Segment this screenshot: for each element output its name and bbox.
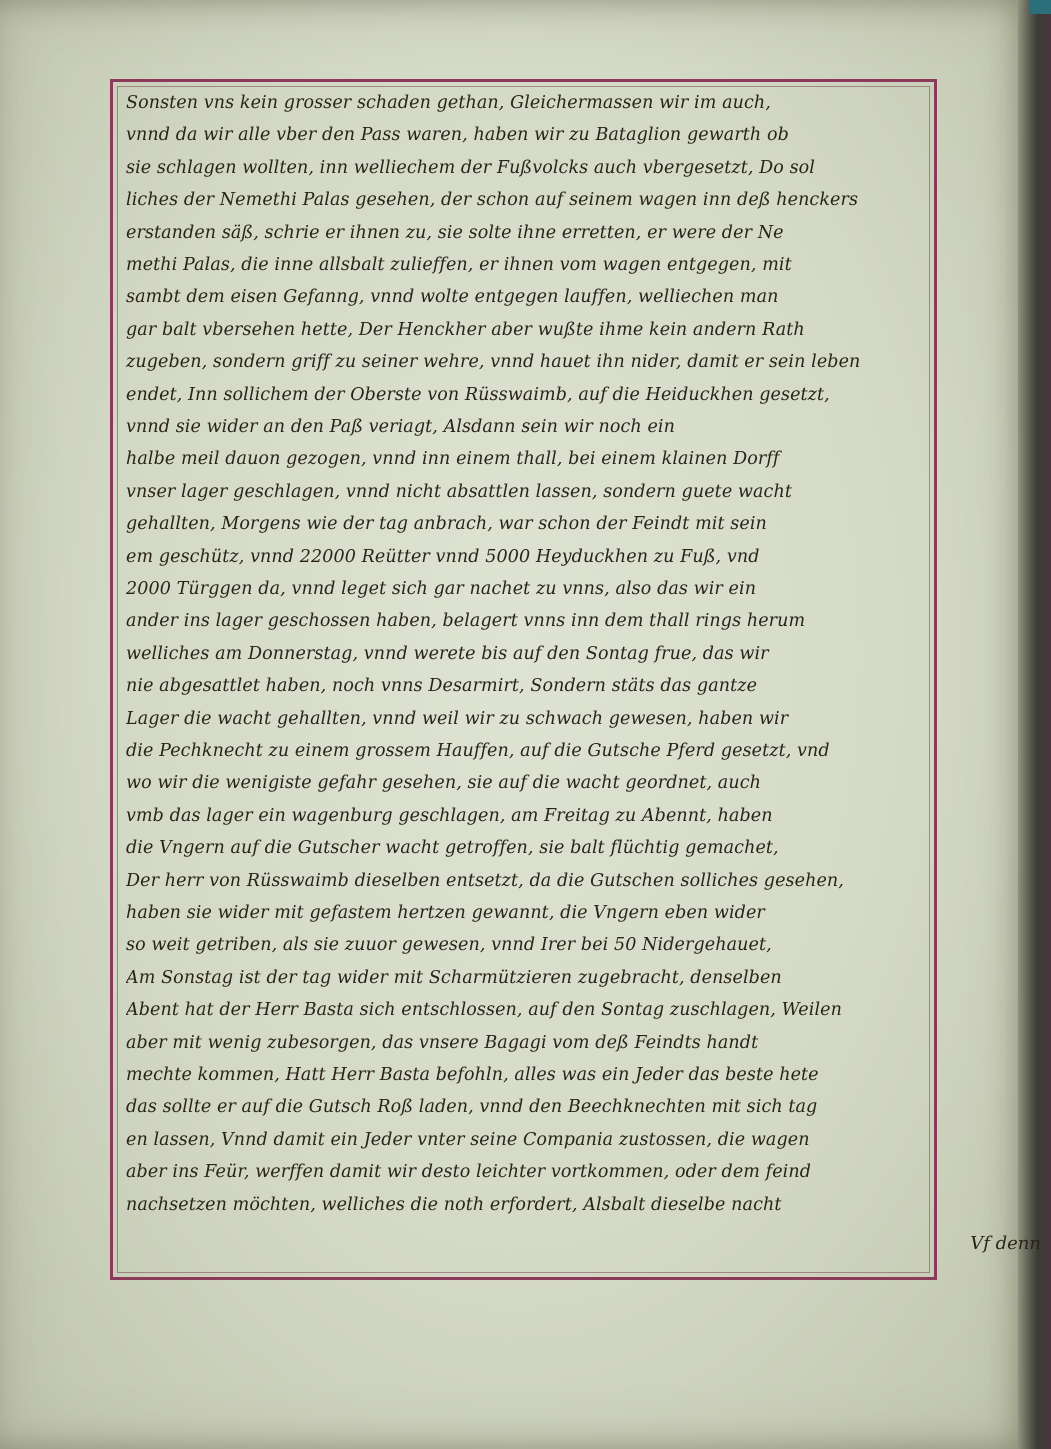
manuscript-text — [120, 87, 935, 1267]
binding-gutter — [1018, 0, 1051, 1449]
text-line: das sollte er auf die Gutsch Roß laden, vnnd den Beechknechten mit sich tag — [126, 1097, 818, 1118]
text-line: 2000 Türggen da, vnnd leget sich gar nachet zu vnns, also das wir ein — [126, 579, 757, 599]
text-line: vnnd da wir alle vber den Pass waren, haben wir zu Bataglion gewarth ob — [126, 125, 789, 146]
text-line: sie schlagen wollten, inn welliechem der Fußvolcks auch vbergesetzt, Do sol — [126, 157, 815, 178]
text-line: wo wir die wenigiste gefahr gesehen, sie auf die wacht geordnet, auch — [126, 773, 761, 794]
text-line: halbe meil dauon gezogen, vnnd inn einem thall, bei einem klainen Dorff — [126, 449, 780, 470]
catchword: Vf denn — [970, 1233, 1041, 1254]
text-line: en lassen, Vnnd damit ein Jeder vnter seine Compania zustossen, die wagen — [126, 1129, 810, 1150]
text-line: em geschütz, vnnd 22000 Reütter vnnd 5000 Heyduckhen zu Fuß, vnd — [126, 546, 760, 567]
text-line: welliches am Donnerstag, vnnd werete bis auf den Sontag frue, das wir — [126, 643, 769, 664]
text-line: liches der Nemethi Palas gesehen, der schon auf seinem wagen inn deß henckers — [126, 190, 859, 211]
text-line: sambt dem eisen Gefanng, vnnd wolte entgegen lauffen, welliechen man — [126, 287, 779, 308]
text-line: haben sie wider mit gefastem hertzen gewannt, die Vngern eben wider — [126, 903, 765, 923]
text-line: Sonsten vns kein grosser schaden gethan, Gleichermassen wir im auch, — [126, 93, 771, 113]
text-line: methi Palas, die inne allsbalt zulieffen, er ihnen vom wagen entgegen, mit — [126, 255, 792, 275]
text-line: endet, Inn sollichem der Oberste von Rüsswaimb, auf die Heiduckhen gesetzt, — [126, 384, 830, 405]
text-line: aber mit wenig zubesorgen, das vnsere Bagagi vom deß Feindts handt — [126, 1032, 759, 1053]
text-line: mechte kommen, Hatt Herr Basta befohln, alles was ein Jeder das beste hete — [126, 1065, 819, 1085]
text-line: Am Sonstag ist der tag wider mit Scharmützieren zugebracht, denselben — [126, 967, 782, 988]
text-line: vnser lager geschlagen, vnnd nicht absattlen lassen, sondern guete wacht — [126, 481, 792, 502]
text-line: Lager die wacht gehallten, vnnd weil wir zu schwach gewesen, haben wir — [126, 708, 789, 729]
text-line: gehallten, Morgens wie der tag anbrach, war schon der Feindt mit sein — [126, 514, 767, 535]
text-line: die Pechknecht zu einem grossem Hauffen, auf die Gutsche Pferd gesetzt, vnd — [126, 741, 830, 761]
text-line: so weit getriben, als sie zuuor gewesen, vnnd Irer bei 50 Nidergehauet, — [126, 935, 772, 956]
text-line: erstanden säß, schrie er ihnen zu, sie solte ihne erretten, er were der Ne — [126, 222, 784, 243]
text-line: vnnd sie wider an den Paß veriagt, Alsdann sein wir noch ein — [126, 417, 675, 437]
text-line: die Vngern auf die Gutscher wacht getroffen, sie balt flüchtig gemachet, — [126, 838, 779, 859]
text-line: aber ins Feür, werffen damit wir desto leichter vortkommen, oder dem feind — [126, 1162, 812, 1183]
text-line: nie abgesattlet haben, noch vnns Desarmirt, Sondern stäts das gantze — [126, 676, 758, 697]
text-line: gar balt vbersehen hette, Der Henckher aber wußte ihme kein andern Rath — [126, 319, 805, 340]
text-line: Abent hat der Herr Basta sich entschlossen, auf den Sontag zuschlagen, Weilen — [126, 1000, 842, 1021]
text-line: zugeben, sondern griff zu seiner wehre, vnnd hauet ihn nider, damit er sein leben — [126, 352, 861, 373]
text-line: ander ins lager geschossen haben, belagert vnns inn dem thall rings herum — [126, 611, 806, 632]
text-line: nachsetzen möchten, welliches die noth erfordert, Alsbalt dieselbe nacht — [126, 1194, 782, 1215]
text-line: vmb das lager ein wagenburg geschlagen, am Freitag zu Abennt, haben — [126, 805, 773, 826]
binding-tab — [1030, 0, 1051, 14]
text-line: Der herr von Rüsswaimb dieselben entsetzt, da die Gutschen solliches gesehen, — [126, 870, 844, 891]
